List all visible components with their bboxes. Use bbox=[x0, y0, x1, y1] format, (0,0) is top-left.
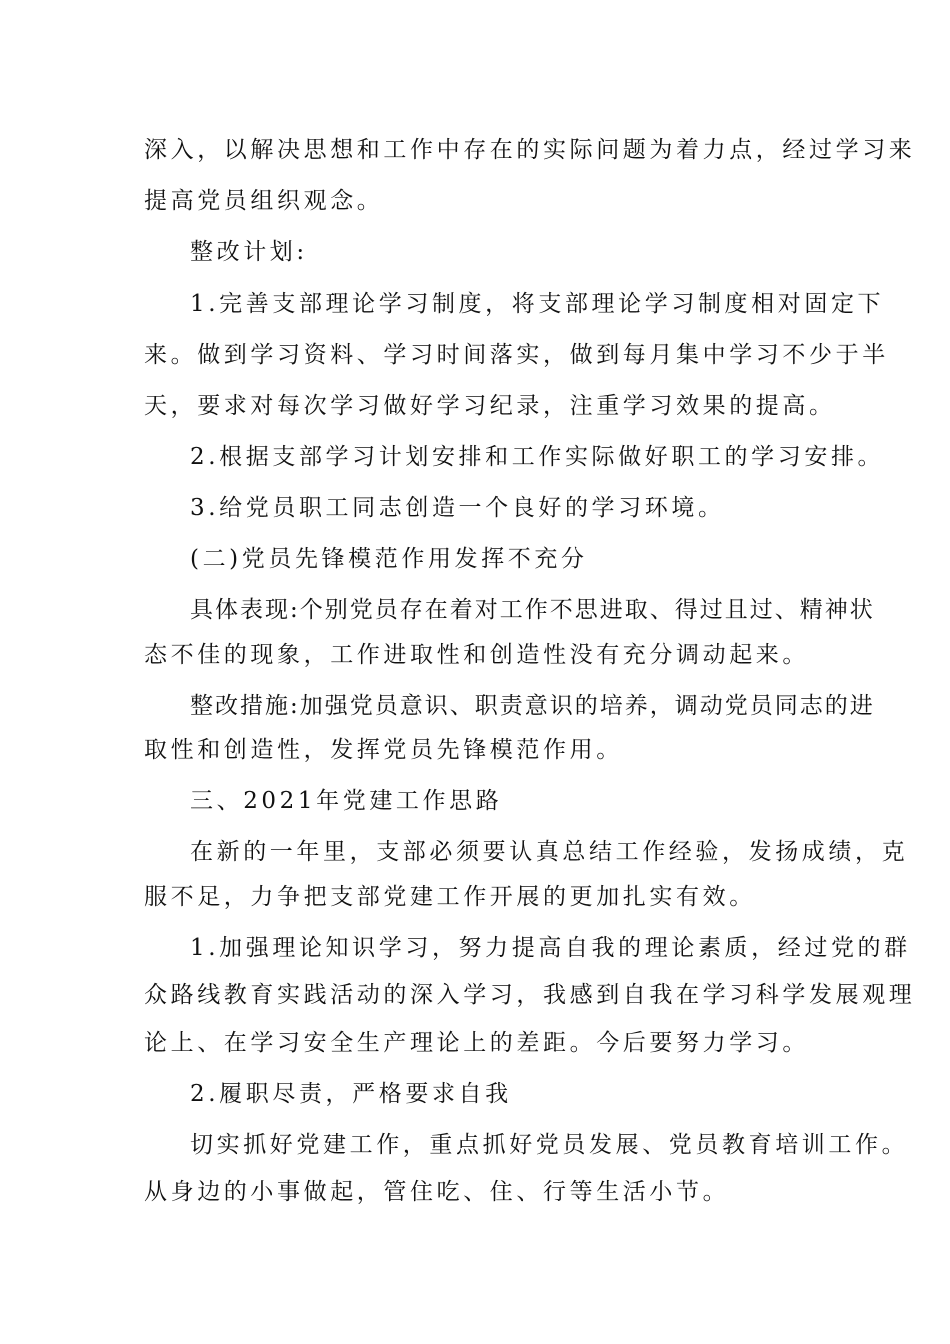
text-line: 来。做到学习资料、学习时间落实，做到每月集中学习不少于半 bbox=[144, 342, 889, 368]
text-line: 1.完善支部理论学习制度，将支部理论学习制度相对固定下 bbox=[190, 291, 885, 317]
text-line: 服不足，力争把支部党建工作开展的更加扎实有效。 bbox=[144, 884, 756, 910]
section-heading: 整改计划: bbox=[190, 239, 308, 265]
text-line: 论上、在学习安全生产理论上的差距。今后要努力学习。 bbox=[144, 1030, 809, 1056]
text-line: 具体表现:个别党员存在着对工作不思进取、得过且过、精神状 bbox=[190, 597, 875, 623]
text-line: 1.加强理论知识学习，努力提高自我的理论素质，经过党的群 bbox=[190, 935, 911, 961]
text-line: 整改措施:加强党员意识、职责意识的培养，调动党员同志的进 bbox=[190, 693, 875, 719]
text-line: 天，要求对每次学习做好学习纪录，注重学习效果的提高。 bbox=[144, 393, 836, 419]
text-line: 在新的一年里，支部必须要认真总结工作经验，发扬成绩，克 bbox=[190, 839, 909, 865]
text-line: 众路线教育实践活动的深入学习，我感到自我在学习科学发展观理 bbox=[144, 982, 916, 1008]
section-heading: 三、2021年党建工作思路 bbox=[190, 788, 503, 814]
text-line: 3.给党员职工同志创造一个良好的学习环境。 bbox=[190, 495, 725, 521]
text-line: 2.根据支部学习计划安排和工作实际做好职工的学习安排。 bbox=[190, 444, 885, 470]
section-heading: 2.履职尽责，严格要求自我 bbox=[190, 1081, 512, 1107]
text-line: 提高党员组织观念。 bbox=[144, 188, 384, 214]
section-heading: (二)党员先锋模范作用发挥不充分 bbox=[190, 546, 588, 572]
text-line: 取性和创造性，发挥党员先锋模范作用。 bbox=[144, 737, 623, 763]
text-line: 从身边的小事做起，管住吃、住、行等生活小节。 bbox=[144, 1179, 730, 1205]
text-line: 切实抓好党建工作，重点抓好党员发展、党员教育培训工作。 bbox=[190, 1132, 909, 1158]
text-line: 深入，以解决思想和工作中存在的实际问题为着力点，经过学习来 bbox=[144, 137, 916, 163]
text-line: 态不佳的现象，工作进取性和创造性没有充分调动起来。 bbox=[144, 642, 809, 668]
